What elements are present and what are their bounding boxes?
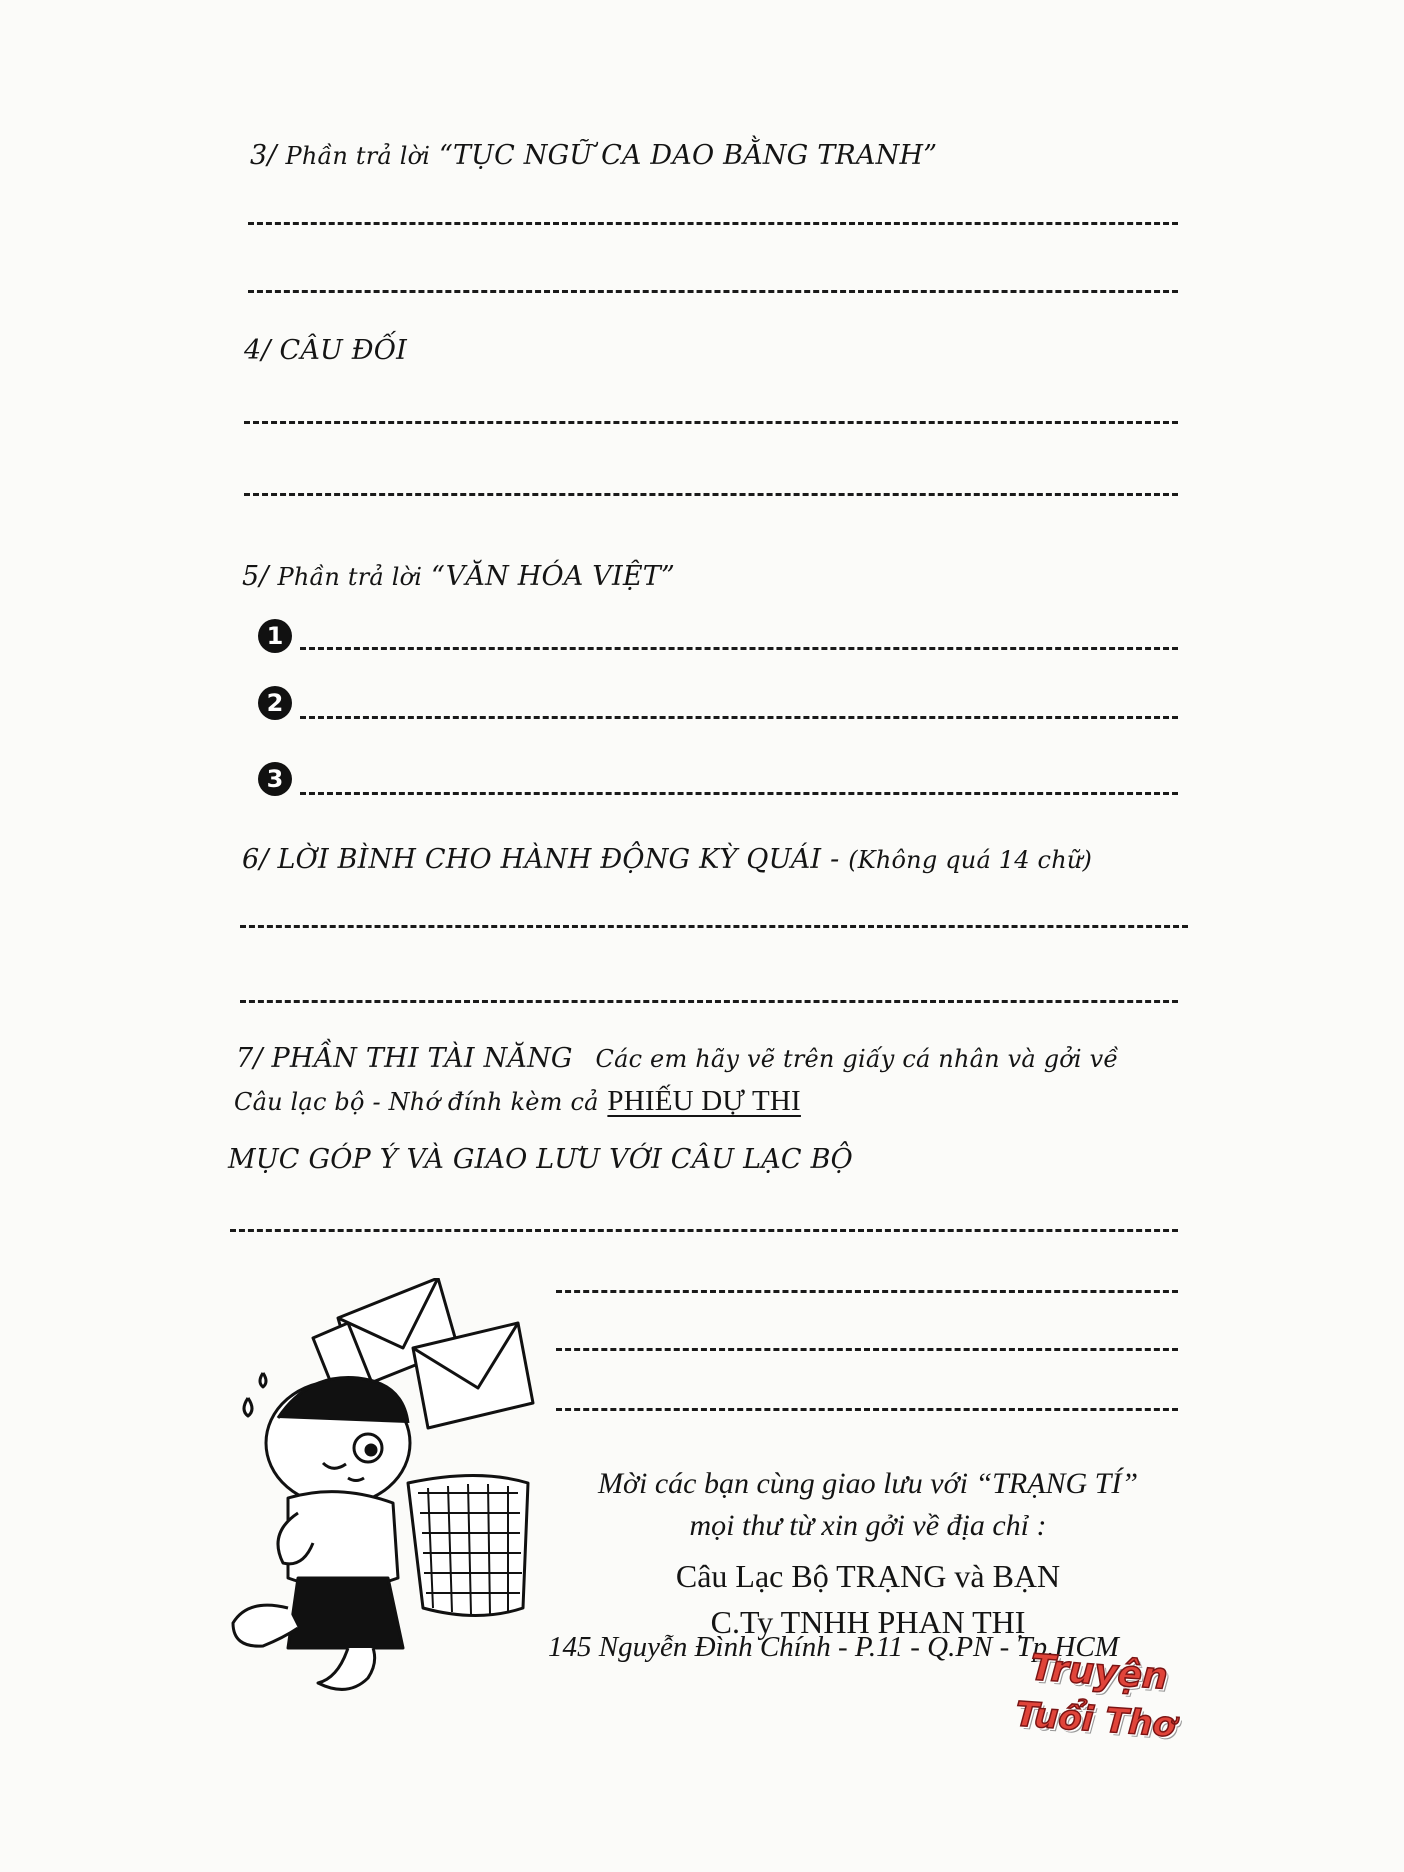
item-number-2-icon: 2 bbox=[258, 686, 292, 720]
question-3-heading bbox=[250, 142, 937, 169]
contact-address-intro: mọi thư từ xin gởi về địa chỉ : bbox=[689, 1509, 1047, 1542]
question-7-number: 7/ bbox=[236, 1043, 263, 1074]
answer-line[interactable] bbox=[248, 222, 1178, 225]
contact-block bbox=[548, 1463, 1188, 1645]
answer-line[interactable] bbox=[240, 1000, 1178, 1003]
question-7-heading bbox=[236, 1045, 1118, 1072]
question-4-number: 4/ bbox=[244, 335, 271, 366]
question-4-title: CÂU ĐỐI bbox=[279, 335, 407, 366]
truyen-tuoi-tho-logo bbox=[1009, 1642, 1186, 1760]
item-number-1-icon: 1 bbox=[258, 619, 292, 653]
answer-line[interactable] bbox=[244, 493, 1178, 496]
question-6-note: (Không quá 14 chữ) bbox=[848, 846, 1093, 874]
question-7-description: Các em hãy vẽ trên giấy cá nhân và gởi về bbox=[595, 1045, 1119, 1073]
question-6-title: LỜI BÌNH CHO HÀNH ĐỘNG KỲ QUÁI - bbox=[277, 844, 840, 875]
question-5-number: 5/ bbox=[242, 561, 269, 592]
question-5-heading bbox=[242, 563, 675, 590]
answer-line[interactable] bbox=[244, 421, 1178, 424]
answer-line[interactable] bbox=[248, 290, 1178, 293]
feedback-line[interactable] bbox=[556, 1408, 1178, 1411]
question-3-number: 3/ bbox=[250, 140, 277, 171]
feedback-line[interactable] bbox=[230, 1229, 1178, 1232]
answer-line[interactable] bbox=[240, 925, 1188, 928]
question-3-title: “TỤC NGỮ CA DAO BẰNG TRANH” bbox=[438, 140, 938, 171]
mailing-address: 145 Nguyễn Đình Chính - P.11 - Q.PN - Tp.HCM bbox=[548, 1631, 1119, 1663]
answer-line-2[interactable] bbox=[300, 716, 1178, 719]
club-name: Câu Lạc Bộ TRẠNG và BẠN bbox=[675, 1558, 1061, 1594]
item-number-3-icon: 3 bbox=[258, 762, 292, 796]
boy-with-letters-basket-icon bbox=[228, 1278, 558, 1698]
answer-line-1[interactable] bbox=[300, 647, 1178, 650]
question-6-number: 6/ bbox=[242, 844, 269, 875]
question-5-title: “VĂN HÓA VIỆT” bbox=[430, 561, 675, 592]
feedback-line[interactable] bbox=[556, 1348, 1178, 1351]
entry-form-link[interactable]: PHIẾU DỰ THI bbox=[607, 1085, 801, 1117]
question-3-prefix: Phần trả lời bbox=[285, 142, 431, 170]
feedback-line[interactable] bbox=[556, 1290, 1178, 1293]
question-7-description-cont: Câu lạc bộ - Nhớ đính kèm cả bbox=[234, 1088, 599, 1116]
contact-invite-text: Mời các bạn cùng giao lưu với “TRẠNG TÍ” bbox=[597, 1467, 1139, 1500]
question-7-description-line2 bbox=[234, 1087, 801, 1116]
logo-line-2: Tuổi Thơ bbox=[1014, 1694, 1178, 1746]
question-5-prefix: Phần trả lời bbox=[277, 563, 423, 591]
logo-line-1: Truyện bbox=[1028, 1647, 1170, 1698]
answer-line-3[interactable] bbox=[300, 792, 1178, 795]
question-4-heading bbox=[244, 337, 407, 364]
feedback-heading: MỤC GÓP Ý VÀ GIAO LƯU VỚI CÂU LẠC BỘ bbox=[228, 1144, 853, 1175]
company-name: C.Ty TNHH PHAN THỊ bbox=[710, 1604, 1026, 1640]
question-6-heading bbox=[242, 846, 1092, 873]
question-7-title: PHẦN THI TÀI NĂNG bbox=[271, 1043, 573, 1074]
